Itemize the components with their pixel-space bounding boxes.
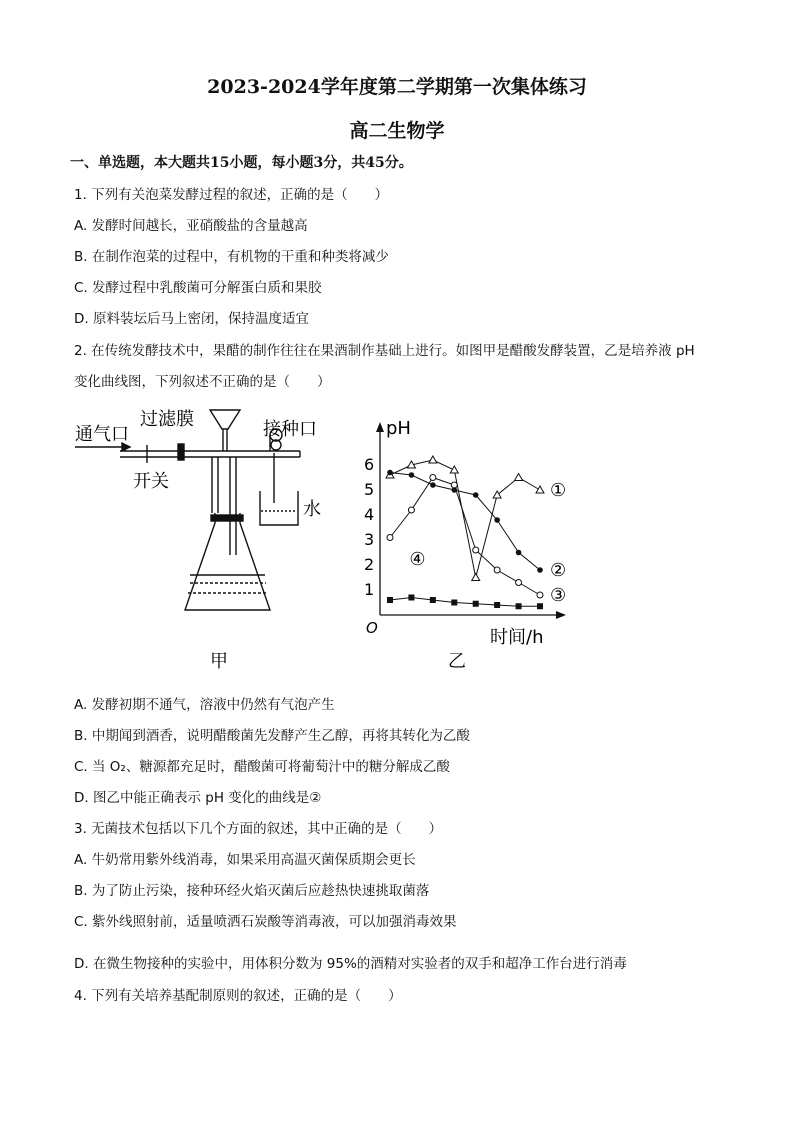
label-filter-membrane: 过滤膜 (140, 409, 194, 430)
y-tick-label: 5 (364, 480, 375, 499)
q3-stem: 3. 无菌技术包括以下几个方面的叙述，其中正确的是（ ） (74, 821, 443, 837)
data-point (430, 482, 436, 488)
data-point (494, 602, 500, 608)
caption-jia: 甲 (210, 651, 228, 672)
q1-option-b: B. 在制作泡菜的过程中，有机物的干重和种类将减少 (74, 249, 389, 265)
q4-stem: 4. 下列有关培养基配制原则的叙述，正确的是（ ） (74, 988, 402, 1004)
data-point (516, 580, 522, 586)
data-point (429, 456, 437, 463)
label-inoculation-port: 接种口 (263, 419, 317, 440)
caption-yi: 乙 (448, 651, 466, 672)
data-point (473, 547, 479, 553)
y-tick-label: 6 (364, 455, 375, 474)
ph-chart (364, 418, 566, 648)
q3-option-c: C. 紫外线照射前，适量喷洒石炭酸等消毒液，可以加强消毒效果 (74, 914, 457, 930)
data-point (450, 466, 458, 473)
q1-option-c: C. 发酵过程中乳酸菌可分解蛋白质和果胶 (74, 280, 322, 296)
data-point (408, 595, 414, 601)
label-switch: 开关 (133, 471, 169, 492)
data-point (451, 482, 457, 488)
section-heading: 一、单选题，本大题共15小题，每小题3分，共45分。 (70, 155, 413, 171)
y-axis-arrow (376, 422, 384, 432)
q2-stem-line2: 变化曲线图，下列叙述不正确的是（ ） (74, 374, 331, 390)
data-point (472, 574, 480, 581)
q2-option-b: B. 中期闻到酒香，说明醋酸菌先发酵产生乙醇，再将其转化为乙酸 (74, 728, 470, 744)
data-point (387, 535, 393, 541)
figure-apparatus-and-chart (70, 405, 570, 680)
exam-title: 2023-2024学年度第二学期第一次集体练习 (207, 76, 587, 98)
data-point (537, 592, 543, 598)
series-label: ① (550, 480, 567, 501)
q3-option-d: D. 在微生物接种的实验中，用体积分数为 95%的酒精对实验者的双手和超净工作台进行消毒 (74, 956, 627, 972)
data-point (494, 567, 500, 573)
q2-option-c: C. 当 O₂、糖源都充足时，醋酸菌可将葡萄汁中的糖分解成乙酸 (74, 759, 450, 775)
q2-option-d: D. 图乙中能正确表示 pH 变化的曲线是② (74, 790, 322, 806)
data-point (451, 600, 457, 606)
series-label: ② (550, 560, 567, 581)
q1-option-a: A. 发酵时间越长，亚硝酸盐的含量越高 (74, 218, 308, 234)
data-point (387, 470, 393, 476)
data-point (409, 472, 415, 478)
data-point (430, 475, 436, 481)
subject-title: 高二生物学 (349, 120, 445, 142)
q2-option-a: A. 发酵初期不通气，溶液中仍然有气泡产生 (74, 697, 335, 713)
data-point (493, 491, 501, 498)
y-tick-label: 4 (364, 505, 375, 524)
data-point (537, 567, 543, 573)
data-point (494, 517, 500, 523)
data-point (430, 597, 436, 603)
q1-stem: 1. 下列有关泡菜发酵过程的叙述，正确的是（ ） (74, 187, 389, 203)
data-point (516, 550, 522, 556)
data-point (387, 597, 393, 603)
data-point (473, 492, 479, 498)
data-point (536, 486, 544, 493)
y-tick-label: 1 (364, 580, 375, 599)
y-tick-label: 3 (364, 530, 375, 549)
data-point (516, 603, 522, 609)
q2-stem-line1: 2. 在传统发酵技术中，果醋的制作往往在果酒制作基础上进行。如图甲是醋酸发酵装置，乙是培养液 pH (74, 343, 695, 359)
series-label: ④ (409, 549, 426, 570)
series-label: ③ (550, 585, 567, 606)
data-point (473, 601, 479, 607)
q3-option-a: A. 牛奶常用紫外线消毒，如果采用高温灭菌保质期会更长 (74, 852, 416, 868)
origin-label: O (366, 619, 378, 637)
q3-option-b: B. 为了防止污染，接种环经火焰灭菌后应趁热快速挑取菌落 (74, 883, 430, 899)
data-point (537, 603, 543, 609)
label-water: 水 (303, 499, 321, 520)
x-axis-label: 时间/h (490, 627, 544, 648)
y-axis-label: pH (386, 418, 411, 439)
series-line (390, 478, 540, 596)
data-point (515, 474, 523, 481)
label-air-inlet: 通气口 (75, 424, 129, 445)
y-tick-label: 2 (364, 555, 375, 574)
x-axis-arrow (556, 611, 566, 619)
q1-option-d: D. 原料装坛后马上密闭，保持温度适宜 (74, 311, 309, 327)
data-point (408, 507, 414, 513)
